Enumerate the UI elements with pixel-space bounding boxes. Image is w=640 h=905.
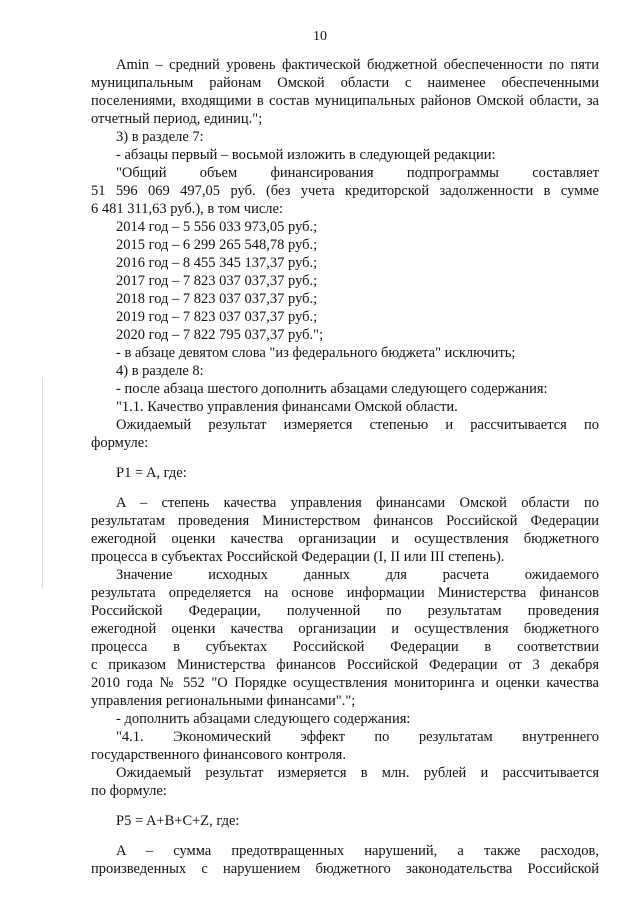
text-line: - дополнить абзацами следующего содержания: [116,711,411,727]
text-line: поселениями, входящими в состав муниципальных районов Омской области, за [91,93,599,109]
text-line: A – сумма предотвращенных нарушений, а также расходов, [116,843,599,859]
scan-margin-mark [42,378,43,588]
text-line: 2017 год – 7 823 037 037,37 руб.; [116,273,318,289]
text-line: управления региональными финансами"."; [91,693,356,709]
text-line: Amin – средний уровень фактической бюджетной обеспеченности по пяти [116,57,599,73]
text-line: "1.1. Качество управления финансами Омской области. [116,399,458,415]
text-line: результатам проведения Министерством финансов Российской Федерации [91,513,599,529]
text-line: Российской Федерации, полученной по результатам проведения [91,603,599,619]
text-line: государственного финансового контроля. [91,747,346,763]
text-line: формуле: [91,435,149,451]
text-line: 4) в разделе 8: [116,363,204,379]
text-line: 2010 года № 552 "О Порядке осуществления мониторинга и оценки качества [91,675,599,691]
text-line: ежегодной оценки качества организации и осуществления бюджетного [91,621,599,637]
text-line: отчетный период, единиц."; [91,111,263,127]
page-number: 10 [313,29,327,44]
text-line: 2014 год – 5 556 033 973,05 руб.; [116,219,318,235]
text-line: процесса в субъектах Российской Федерации в соответствии [91,639,599,655]
text-line: 51 596 069 497,05 руб. (без учета кредиторской задолженности в сумме [91,183,599,199]
text-line: Ожидаемый результат измеряется степенью и рассчитывается по [116,417,599,433]
text-line: 3) в разделе 7: [116,129,204,145]
text-line: с приказом Министерства финансов Российской Федерации от 3 декабря [91,657,599,673]
formula-line: P5 = A+B+C+Z, где: [116,813,240,829]
text-line: - после абзаца шестого дополнить абзацами следующего содержания: [116,381,548,397]
text-line: "4.1. Экономический эффект по результатам внутреннего [116,729,599,745]
text-line: ежегодной оценки качества организации и осуществления бюджетного [91,531,599,547]
formula-line: P1 = A, где: [116,465,187,481]
text-line: 2016 год – 8 455 345 137,37 руб.; [116,255,318,271]
text-line: Ожидаемый результат измеряется в млн. рублей и рассчитывается [116,765,599,781]
text-line: процесса в субъектах Российской Федерации (I, II или III степень). [91,549,505,565]
text-line: - в абзаце девятом слова "из федерального бюджета" исключить; [116,345,516,361]
text-line: 2020 год – 7 822 795 037,37 руб."; [116,327,324,343]
text-line: 6 481 311,63 руб.), в том числе: [91,201,283,217]
text-line: Значение исходных данных для расчета ожидаемого [116,567,599,583]
text-line: A – степень качества управления финансами Омской области по [116,495,599,511]
text-line: - абзацы первый – восьмой изложить в следующей редакции: [116,147,496,163]
text-line: "Общий объем финансирования подпрограммы составляет [116,165,599,181]
text-line: произведенных с нарушением бюджетного законодательства Российской [91,861,599,877]
text-line: муниципальным районам Омской области с наименее обеспеченными [91,75,599,91]
text-line: по формуле: [91,783,167,799]
text-line: 2019 год – 7 823 037 037,37 руб.; [116,309,318,325]
text-line: 2018 год – 7 823 037 037,37 руб.; [116,291,318,307]
text-line: результата определяется на основе информации Министерства финансов [91,585,599,601]
text-line: 2015 год – 6 299 265 548,78 руб.; [116,237,318,253]
